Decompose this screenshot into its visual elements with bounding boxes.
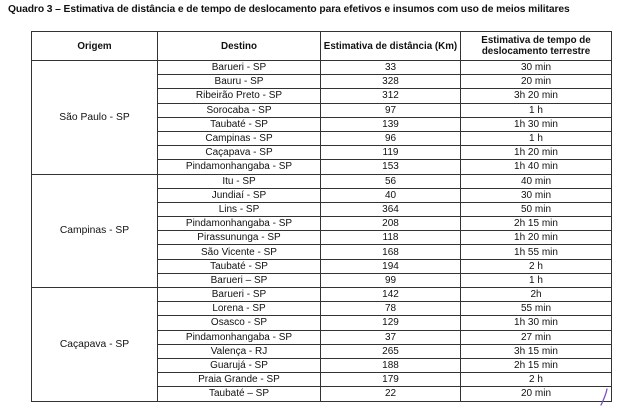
tempo-cell: 1h 30 min xyxy=(461,316,612,330)
destino-cell: Itu - SP xyxy=(158,174,321,188)
tempo-cell: 27 min xyxy=(461,330,612,344)
header-tempo: Estimativa de tempo de deslocamento terrestre xyxy=(461,32,612,61)
tempo-cell: 1h 20 min xyxy=(461,146,612,160)
tempo-cell: 30 min xyxy=(461,61,612,75)
tempo-cell: 1h 55 min xyxy=(461,245,612,259)
tempo-cell: 1 h xyxy=(461,273,612,287)
distancia-cell: 56 xyxy=(321,174,461,188)
table-row xyxy=(32,61,612,75)
distancia-cell: 142 xyxy=(321,288,461,302)
destino-cell: Ribeirão Preto - SP xyxy=(158,89,321,103)
distancia-cell: 37 xyxy=(321,330,461,344)
tempo-cell: 2 h xyxy=(461,373,612,387)
distancia-cell: 40 xyxy=(321,188,461,202)
destino-cell: Bauru - SP xyxy=(158,75,321,89)
pen-mark xyxy=(598,388,610,406)
tempo-cell: 30 min xyxy=(461,188,612,202)
tempo-cell: 2h 15 min xyxy=(461,358,612,372)
destino-cell: Lins - SP xyxy=(158,202,321,216)
destino-cell: Valença - RJ xyxy=(158,344,321,358)
tempo-cell: 1h 20 min xyxy=(461,231,612,245)
distancia-cell: 139 xyxy=(321,117,461,131)
destino-cell: Barueri - SP xyxy=(158,61,321,75)
distancia-cell: 97 xyxy=(321,103,461,117)
destino-cell: Pindamonhangaba - SP xyxy=(158,330,321,344)
distancia-cell: 328 xyxy=(321,75,461,89)
destino-cell: Campinas - SP xyxy=(158,131,321,145)
destino-cell: Pindamonhangaba - SP xyxy=(158,217,321,231)
distancia-cell: 33 xyxy=(321,61,461,75)
tempo-cell: 1 h xyxy=(461,103,612,117)
distancia-cell: 179 xyxy=(321,373,461,387)
destino-cell: Barueri – SP xyxy=(158,273,321,287)
table-row xyxy=(32,288,612,302)
distancia-cell: 188 xyxy=(321,358,461,372)
distancia-cell: 118 xyxy=(321,231,461,245)
distancia-cell: 194 xyxy=(321,259,461,273)
header-destino: Destino xyxy=(158,32,321,61)
destino-cell: São Vicente - SP xyxy=(158,245,321,259)
destino-cell: Taubaté – SP xyxy=(158,387,321,401)
distancia-cell: 22 xyxy=(321,387,461,401)
header-origem: Origem xyxy=(32,32,158,61)
distancia-cell: 364 xyxy=(321,202,461,216)
tempo-cell: 55 min xyxy=(461,302,612,316)
destino-cell: Pirassununga - SP xyxy=(158,231,321,245)
distancia-cell: 312 xyxy=(321,89,461,103)
header-distancia: Estimativa de distância (Km) xyxy=(321,32,461,61)
distancia-cell: 168 xyxy=(321,245,461,259)
origem-cell: Campinas - SP xyxy=(32,174,158,288)
table-caption: Quadro 3 – Estimativa de distância e de tempo de deslocamento para efetivos e insumos com uso de meios militares xyxy=(8,4,570,15)
tempo-cell: 2h 15 min xyxy=(461,217,612,231)
tempo-cell: 1 h xyxy=(461,131,612,145)
tempo-cell: 20 min xyxy=(461,387,612,401)
distancia-cell: 129 xyxy=(321,316,461,330)
destino-cell: Taubaté - SP xyxy=(158,259,321,273)
tempo-cell: 2h xyxy=(461,288,612,302)
destino-cell: Sorocaba - SP xyxy=(158,103,321,117)
distancia-cell: 96 xyxy=(321,131,461,145)
destino-cell: Pindamonhangaba - SP xyxy=(158,160,321,174)
tempo-cell: 50 min xyxy=(461,202,612,216)
destino-cell: Caçapava - SP xyxy=(158,146,321,160)
tempo-cell: 2 h xyxy=(461,259,612,273)
destino-cell: Taubaté - SP xyxy=(158,117,321,131)
tempo-cell: 3h 20 min xyxy=(461,89,612,103)
distance-time-table xyxy=(31,31,612,402)
table-row xyxy=(32,174,612,188)
distancia-cell: 208 xyxy=(321,217,461,231)
distancia-cell: 78 xyxy=(321,302,461,316)
origem-cell: São Paulo - SP xyxy=(32,61,158,175)
destino-cell: Praia Grande - SP xyxy=(158,373,321,387)
destino-cell: Osasco - SP xyxy=(158,316,321,330)
tempo-cell: 1h 30 min xyxy=(461,117,612,131)
tempo-cell: 3h 15 min xyxy=(461,344,612,358)
origem-cell: Caçapava - SP xyxy=(32,288,158,402)
destino-cell: Guarujá - SP xyxy=(158,358,321,372)
distancia-cell: 119 xyxy=(321,146,461,160)
destino-cell: Lorena - SP xyxy=(158,302,321,316)
tempo-cell: 20 min xyxy=(461,75,612,89)
distancia-cell: 99 xyxy=(321,273,461,287)
tempo-cell: 40 min xyxy=(461,174,612,188)
distancia-cell: 153 xyxy=(321,160,461,174)
destino-cell: Jundiaí - SP xyxy=(158,188,321,202)
tempo-cell: 1h 40 min xyxy=(461,160,612,174)
distancia-cell: 265 xyxy=(321,344,461,358)
table-header-row xyxy=(32,32,612,61)
destino-cell: Barueri - SP xyxy=(158,288,321,302)
